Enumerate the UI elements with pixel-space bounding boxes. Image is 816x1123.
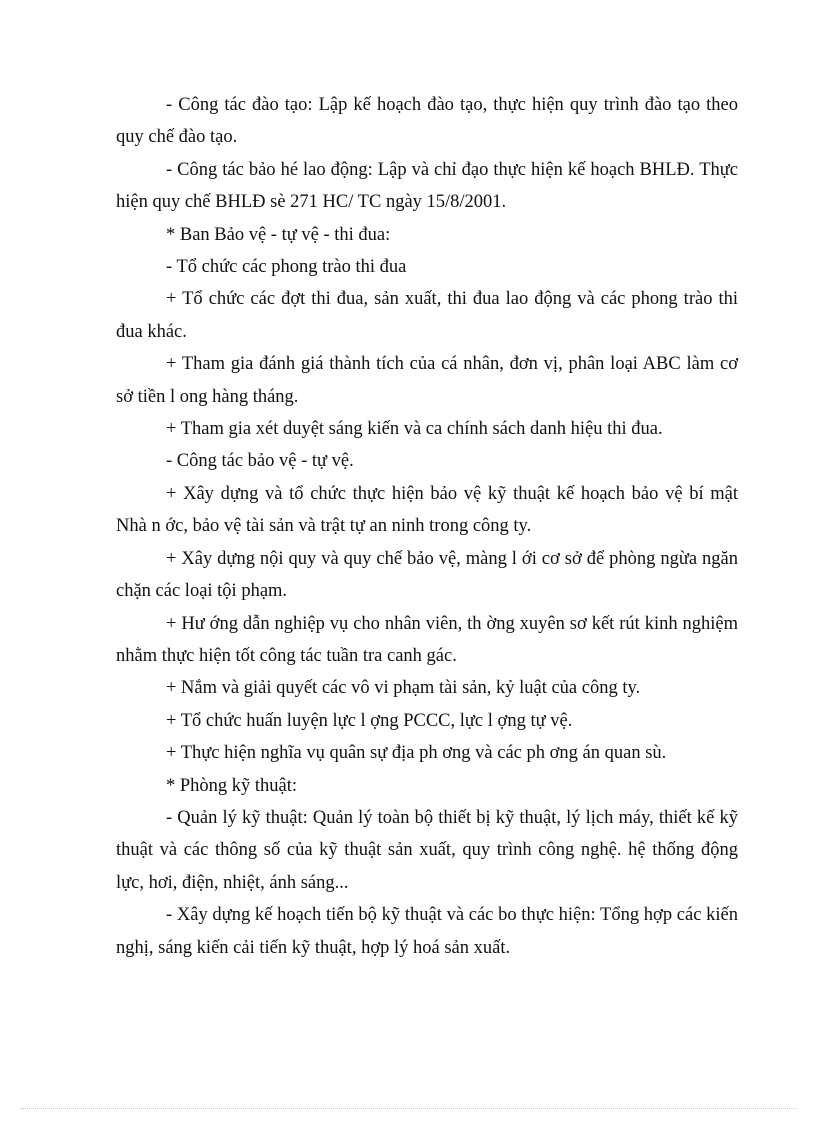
paragraph-initiative-review: + Tham gia xét duyệt sáng kiến và ca chính sách danh hiệu thi đua.	[166, 419, 663, 440]
paragraph-security-plan: + Xây dựng và tổ chức thực hiện bảo vệ kỹ thuật kế hoạch bảo vệ bí mật Nhà n ớc, bảo vệ tài sản và trật tự an ninh trong công ty.	[116, 483, 738, 537]
paragraph-military-service: + Thực hiện nghĩa vụ quân sự địa ph ơng và các ph ơng án quan sù.	[166, 743, 667, 764]
paragraph-emulation-rounds: + Tổ chức các đợt thi đua, sản xuất, thi đua lao động và các phong trào thi đua khác.	[116, 289, 738, 342]
heading-security-board: * Ban Bảo vệ - tự vệ - thi đua:	[166, 224, 391, 245]
paragraph-security-work: - Công tác bảo vệ - tự vệ.	[166, 451, 354, 472]
paragraph-technical-progress: - Xây dựng kế hoạch tiến bộ kỹ thuật và các bo thực hiện: Tổng hợp các kiến nghị, sáng kiến cải tiến kỹ thuật, hợp lý hoá sản xuất.	[116, 905, 738, 958]
paragraph-training: - Công tác đào tạo: Lập kế hoạch đào tạo, thực hiện quy trình đào tạo theo quy chế đào tạo.	[116, 95, 738, 148]
paragraph-labor-protection: - Công tác bảo hé lao động: Lập và chỉ đạo thực hiện kế hoạch BHLĐ. Thực hiện quy chế BHLĐ sè 271 HC/ TC ngày 15/8/2001.	[116, 159, 738, 213]
paragraph-technical-management: - Quản lý kỹ thuật: Quản lý toàn bộ thiết bị kỹ thuật, lý lịch máy, thiết kế kỹ thuật và các thông số của kỹ thuật sản xuất, quy trình công nghệ. hệ thống động lực, hơi, điện, nhiệt, ánh sáng...	[116, 807, 738, 893]
page-bottom-divider	[20, 1108, 796, 1109]
document-body	[116, 89, 738, 964]
paragraph-emulation-movements: - Tổ chức các phong trào thi đua	[166, 257, 407, 278]
paragraph-evaluation: + Tham gia đánh giá thành tích của cá nhân, đơn vị, phân loại ABC làm cơ sở tiền l ong hàng tháng.	[116, 354, 738, 407]
heading-technical-department: * Phòng kỹ thuật:	[166, 775, 298, 796]
paragraph-fire-training: + Tổ chức huấn luyện lực l ợng PCCC, lực l ợng tự vệ.	[166, 710, 573, 731]
paragraph-violations: + Nắm và giải quyết các vô vi phạm tài sản, kỷ luật của công ty.	[166, 678, 641, 699]
paragraph-staff-guidance: + Hư ớng dẫn nghiệp vụ cho nhân viên, th ờng xuyên sơ kết rút kinh nghiệm nhằm thực hiện tốt công tác tuần tra canh gác.	[116, 613, 738, 666]
paragraph-security-rules: + Xây dựng nội quy và quy chế bảo vệ, màng l ới cơ sở để phòng ngừa ngăn chặn các loại tội phạm.	[116, 548, 738, 602]
